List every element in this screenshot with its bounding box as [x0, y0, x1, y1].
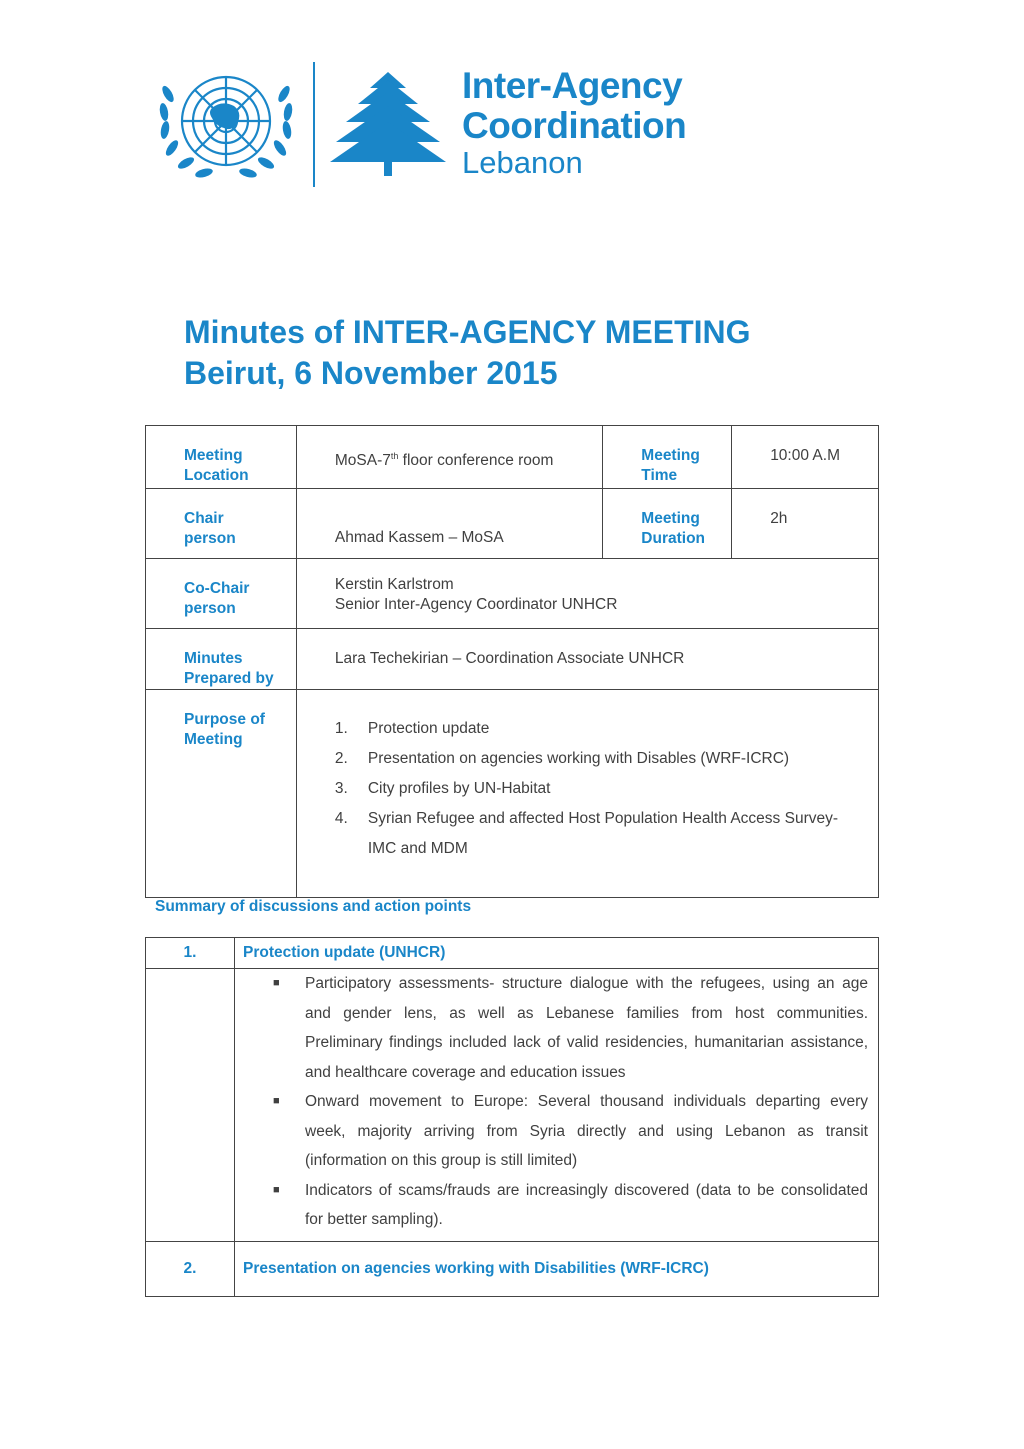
list-item: 4. Syrian Refugee and affected Host Population Health Access Survey- IMC and MDM	[334, 810, 839, 857]
agenda-item-2-title: Presentation on agencies working with Disabilities (WRF-ICRC)	[235, 1241, 879, 1296]
minutes-value: Lara Techekirian – Coordination Associate UNHCR	[296, 629, 878, 690]
inter-agency-brand	[462, 66, 686, 180]
agenda-item-2-header	[146, 1241, 879, 1296]
purpose-label: Purpose of Meeting	[146, 690, 297, 898]
brand-line-3: Lebanon	[462, 145, 583, 180]
agenda-table	[145, 937, 879, 1297]
cochair-value: Kerstin Karlstrom Senior Inter-Agency Coordinator UNHCR	[296, 559, 878, 629]
chair-value: Ahmad Kassem – MoSA	[296, 489, 602, 559]
cochair-label: Co-Chair person	[146, 559, 297, 629]
agenda-item-2-number: 2.	[146, 1241, 235, 1296]
cedar-tree-logo	[330, 70, 446, 180]
location-value: MoSA-7th floor conference room	[296, 426, 602, 489]
brand-line-1: Inter-Agency	[462, 65, 683, 106]
cochair-row	[146, 559, 879, 629]
purpose-list	[335, 714, 838, 864]
summary-heading: Summary of discussions and action points	[155, 898, 472, 915]
purpose-row	[146, 690, 879, 898]
list-item: 1. Protection update	[334, 720, 490, 737]
un-emblem-logo	[154, 64, 298, 186]
purpose-value	[296, 690, 878, 898]
minutes-label: Minutes Prepared by	[146, 629, 297, 690]
title-line-2: Beirut, 6 November 2015	[184, 355, 558, 391]
time-value: 10:00 A.M	[732, 426, 879, 489]
minutes-row	[146, 629, 879, 690]
list-item: ■ Onward movement to Europe: Several thousand individuals departing every week, majority arriving from Syria directly and using Lebanon as transit (information on this group is still limited)	[273, 1093, 868, 1169]
agenda-item-1-content	[235, 969, 879, 1242]
location-row	[146, 426, 879, 489]
agenda-item-1-title: Protection update (UNHCR)	[235, 938, 879, 969]
agenda-item-1-bullets	[235, 969, 878, 1235]
brand-line-2: Coordination	[462, 105, 687, 146]
list-item: 3. City profiles by UN-Habitat	[334, 780, 551, 797]
title-line-1: Minutes of INTER-AGENCY MEETING	[184, 314, 751, 350]
duration-value: 2h	[732, 489, 879, 559]
chair-row	[146, 489, 879, 559]
agenda-item-1-spacer	[146, 969, 235, 1242]
agenda-item-1-header	[146, 938, 879, 969]
list-item: ■ Indicators of scams/frauds are increasingly discovered (data to be consolidated for better sampling).	[273, 1181, 868, 1228]
time-label: Meeting Time	[603, 426, 732, 489]
list-item: 2. Presentation on agencies working with Disables (WRF-ICRC)	[334, 750, 790, 767]
duration-label: Meeting Duration	[603, 489, 732, 559]
location-label: Meeting Location	[146, 426, 297, 489]
agenda-item-1-number: 1.	[146, 938, 235, 969]
agenda-item-1-body	[146, 969, 879, 1242]
header-divider	[313, 62, 315, 187]
chair-label: Chair person	[146, 489, 297, 559]
list-item: ■ Participatory assessments- structure dialogue with the refugees, using an age and gender lens, as well as Lebanese families from host communities. Preliminary findings included lack of valid residencies, humanitarian assistance, and healthcare coverage and education issues	[273, 975, 868, 1081]
meeting-info-table	[145, 425, 879, 898]
page-title	[184, 312, 751, 394]
